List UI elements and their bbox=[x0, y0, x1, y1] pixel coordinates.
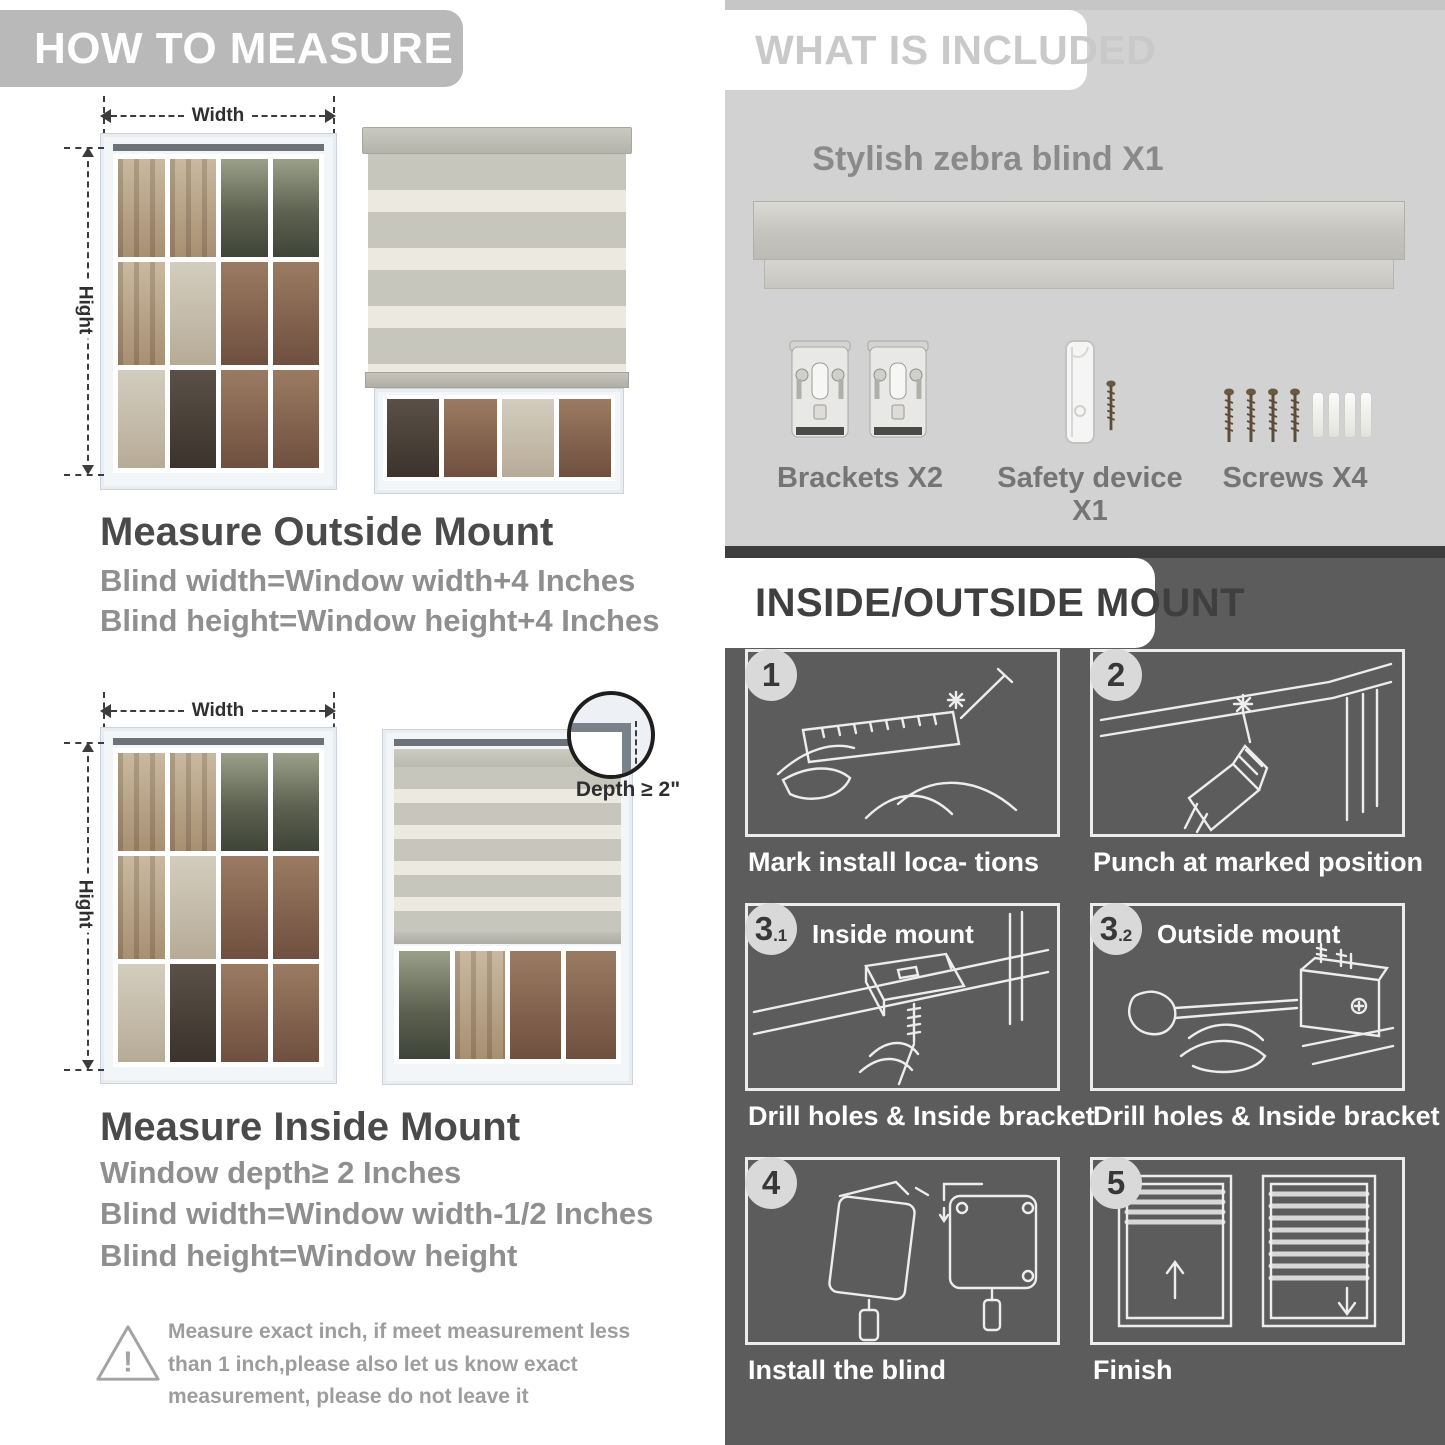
step-5-tile bbox=[1090, 1157, 1405, 1345]
blind-cassette-outside bbox=[362, 127, 632, 154]
step-3-1-tile bbox=[745, 903, 1060, 1091]
outside-rule-height: Blind height=Window height+4 Inches bbox=[100, 603, 660, 638]
bracket-icon bbox=[866, 338, 930, 450]
outside-rule-width: Blind width=Window width+4 Inches bbox=[100, 563, 636, 598]
warning-text: Measure exact inch, if meet measurement less than 1 inch,please also let us know exact measurement, please do not leave it bbox=[168, 1320, 631, 1409]
step-4-caption: Install the blind bbox=[748, 1355, 947, 1385]
step-1-tile bbox=[745, 649, 1060, 837]
step-3-1-title: Inside mount bbox=[812, 919, 974, 949]
wall-anchor-icon bbox=[1312, 392, 1324, 438]
window-top-rail bbox=[113, 738, 324, 745]
what-is-included-banner: WHAT IS INCLUDED bbox=[725, 10, 1087, 90]
window-illustration-inside bbox=[100, 727, 337, 1084]
zebra-blind-headrail-lower bbox=[764, 260, 1394, 289]
safety-device-label: Safety device X1 bbox=[997, 462, 1183, 527]
inside-outside-mount-banner: INSIDE/OUTSIDE MOUNT bbox=[725, 558, 1155, 648]
blind-fabric-outside bbox=[368, 154, 626, 372]
step-3-1-badge: 3 .1 bbox=[745, 903, 797, 955]
height-label-outside: Hight bbox=[70, 282, 98, 339]
inside-mount-heading: Measure Inside Mount bbox=[100, 1105, 521, 1149]
window-behind-blind bbox=[374, 388, 624, 494]
magnified-frame-corner bbox=[567, 723, 631, 779]
step-4-badge: 4 bbox=[745, 1157, 797, 1209]
window-top-rail bbox=[113, 144, 324, 151]
safety-device-icon bbox=[1062, 336, 1098, 448]
width-label-inside: Width bbox=[191, 700, 245, 721]
step-3-1-caption: Drill holes & Inside bracket bbox=[748, 1101, 1095, 1131]
zebra-blind-headrail-image bbox=[753, 201, 1405, 260]
screw-icon bbox=[1266, 388, 1280, 444]
step-5-badge: 5 bbox=[1090, 1157, 1142, 1209]
warning-triangle-icon bbox=[94, 1320, 162, 1386]
height-label-inside: Hight bbox=[70, 876, 98, 933]
step-3-2-badge: 3 .2 bbox=[1090, 903, 1142, 955]
step-1-badge: 1 bbox=[745, 649, 797, 701]
width-label-outside: Width bbox=[191, 105, 245, 126]
product-title: Stylish zebra blind X1 bbox=[812, 140, 1164, 178]
step-3-2-title: Outside mount bbox=[1157, 919, 1341, 949]
inside-rule-width: Blind width=Window width-1/2 Inches bbox=[100, 1196, 654, 1231]
bracket-icon bbox=[788, 338, 852, 450]
step-1-caption: Mark install loca- tions bbox=[748, 847, 1040, 877]
screw-icon bbox=[1104, 380, 1118, 432]
width-arrow-outside bbox=[100, 106, 336, 126]
screw-icon bbox=[1288, 388, 1302, 444]
inside-rule-depth: Window depth≥ 2 Inches bbox=[100, 1155, 462, 1190]
screws-label: Screws X4 bbox=[1222, 462, 1368, 494]
outside-mount-heading: Measure Outside Mount bbox=[100, 510, 554, 554]
window-illustration-outside bbox=[100, 133, 337, 490]
inside-rule-height: Blind height=Window height bbox=[100, 1238, 518, 1273]
step-3-2-caption: Drill holes & Inside bracket bbox=[1093, 1101, 1440, 1131]
depth-label: Depth ≥ 2" bbox=[575, 778, 681, 801]
step-5-caption: Finish bbox=[1093, 1355, 1173, 1385]
svg-text:!: ! bbox=[123, 1346, 133, 1379]
arrow-left-icon bbox=[100, 704, 111, 718]
step-2-tile bbox=[1090, 649, 1405, 837]
how-to-measure-banner: HOW TO MEASURE bbox=[0, 10, 463, 87]
step-2-caption: Punch at marked position bbox=[1093, 847, 1424, 877]
depth-callout-circle bbox=[567, 691, 655, 779]
step-2-badge: 2 bbox=[1090, 649, 1142, 701]
step-3-2-tile bbox=[1090, 903, 1405, 1091]
screw-icon bbox=[1244, 388, 1258, 444]
wall-anchor-icon bbox=[1344, 392, 1356, 438]
arrow-left-icon bbox=[100, 109, 111, 123]
wall-anchor-icon bbox=[1328, 392, 1340, 438]
brackets-label: Brackets X2 bbox=[776, 462, 944, 494]
blind-bottomrail-outside bbox=[365, 372, 629, 388]
wall-anchor-icon bbox=[1360, 392, 1372, 438]
width-arrow-inside bbox=[100, 701, 336, 721]
screw-icon bbox=[1222, 388, 1236, 444]
blind-bottomrail bbox=[394, 932, 621, 944]
step-4-tile bbox=[745, 1157, 1060, 1345]
